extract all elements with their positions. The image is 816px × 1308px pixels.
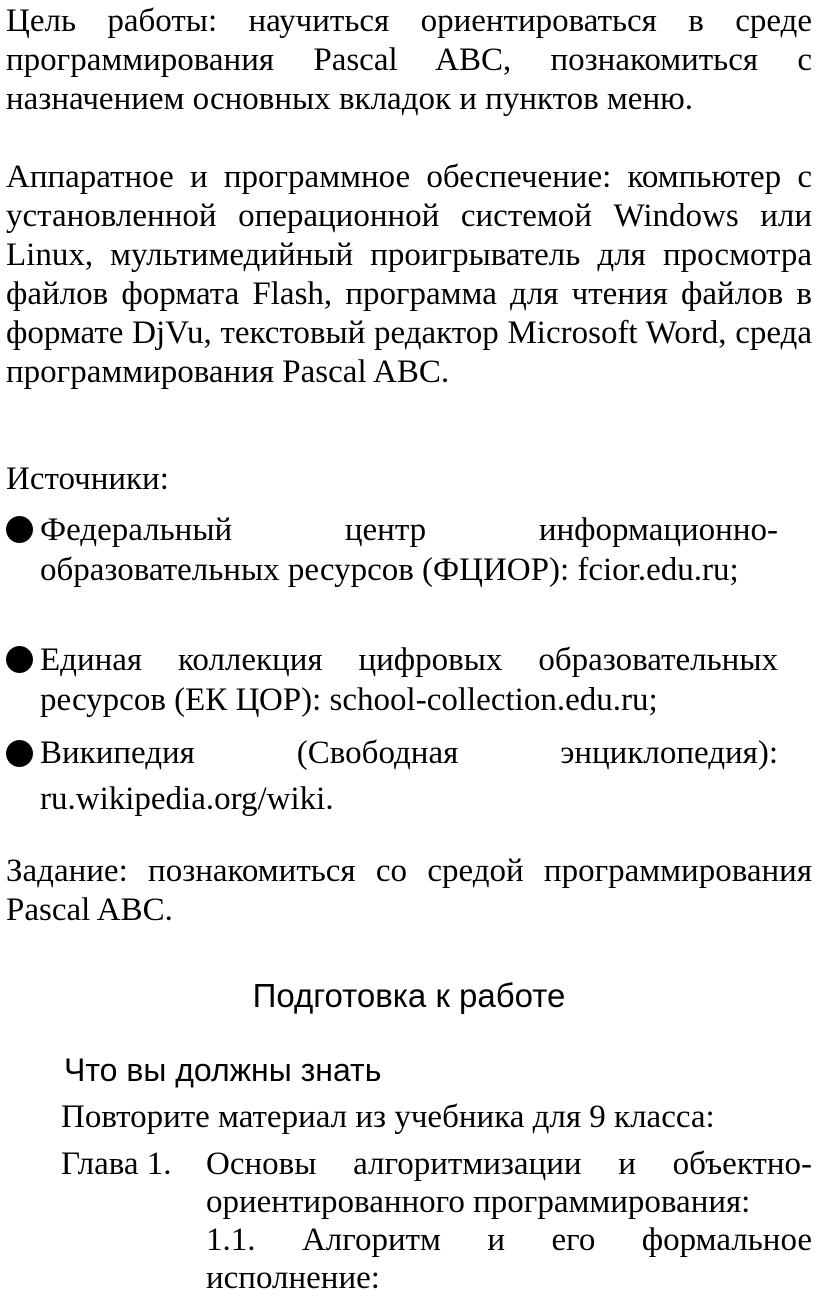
bullet-icon (6, 740, 33, 767)
subsection-title: Что вы должны знать (64, 1052, 382, 1088)
repeat-text: Повторите материал из учебника для 9 класса: (61, 1099, 715, 1135)
section-title: Подготовка к работе (252, 977, 566, 1014)
bullet-icon (6, 516, 33, 543)
chapter-label: Глава 1. (61, 1146, 172, 1182)
sources-label: Источники: (6, 461, 169, 497)
goal-paragraph: Цель работы: научиться ориентироваться в среде программирования Pascal ABC, познакомиться с назначением основных вкладок и пунктов меню. (6, 3, 812, 117)
source-text: Единая коллекция цифровых образовательных ресурсов (ЕК ЦОР): school-collection.edu.ru; (40, 642, 778, 718)
chapter-sub-item: 1.1. Алгоритм и его формальное исполнение: (206, 1222, 812, 1296)
task-paragraph: Задание: познакомиться со средой программирования Pascal ABC. (6, 853, 812, 928)
source-text: Федеральный центр информационно-образовательных ресурсов (ФЦИОР): fcior.edu.ru; (40, 512, 778, 588)
chapter-text: Основы алгоритмизации и объектно-ориентированного программирования: (206, 1146, 812, 1220)
hardware-paragraph: Аппаратное и программное обеспечение: компьютер с установленной операционной системой Windows или Linux, мультимедийный проигрыватель для просмотра файлов формата Flash, программа для чтения файлов в формате DjVu, текстовый редактор Microsoft Word, среда программирования Pascal ABC. (6, 159, 812, 390)
source-text: Википедия (Свободная энциклопедия): ru.wikipedia.org/wiki. (40, 735, 778, 817)
bullet-icon (6, 646, 33, 673)
